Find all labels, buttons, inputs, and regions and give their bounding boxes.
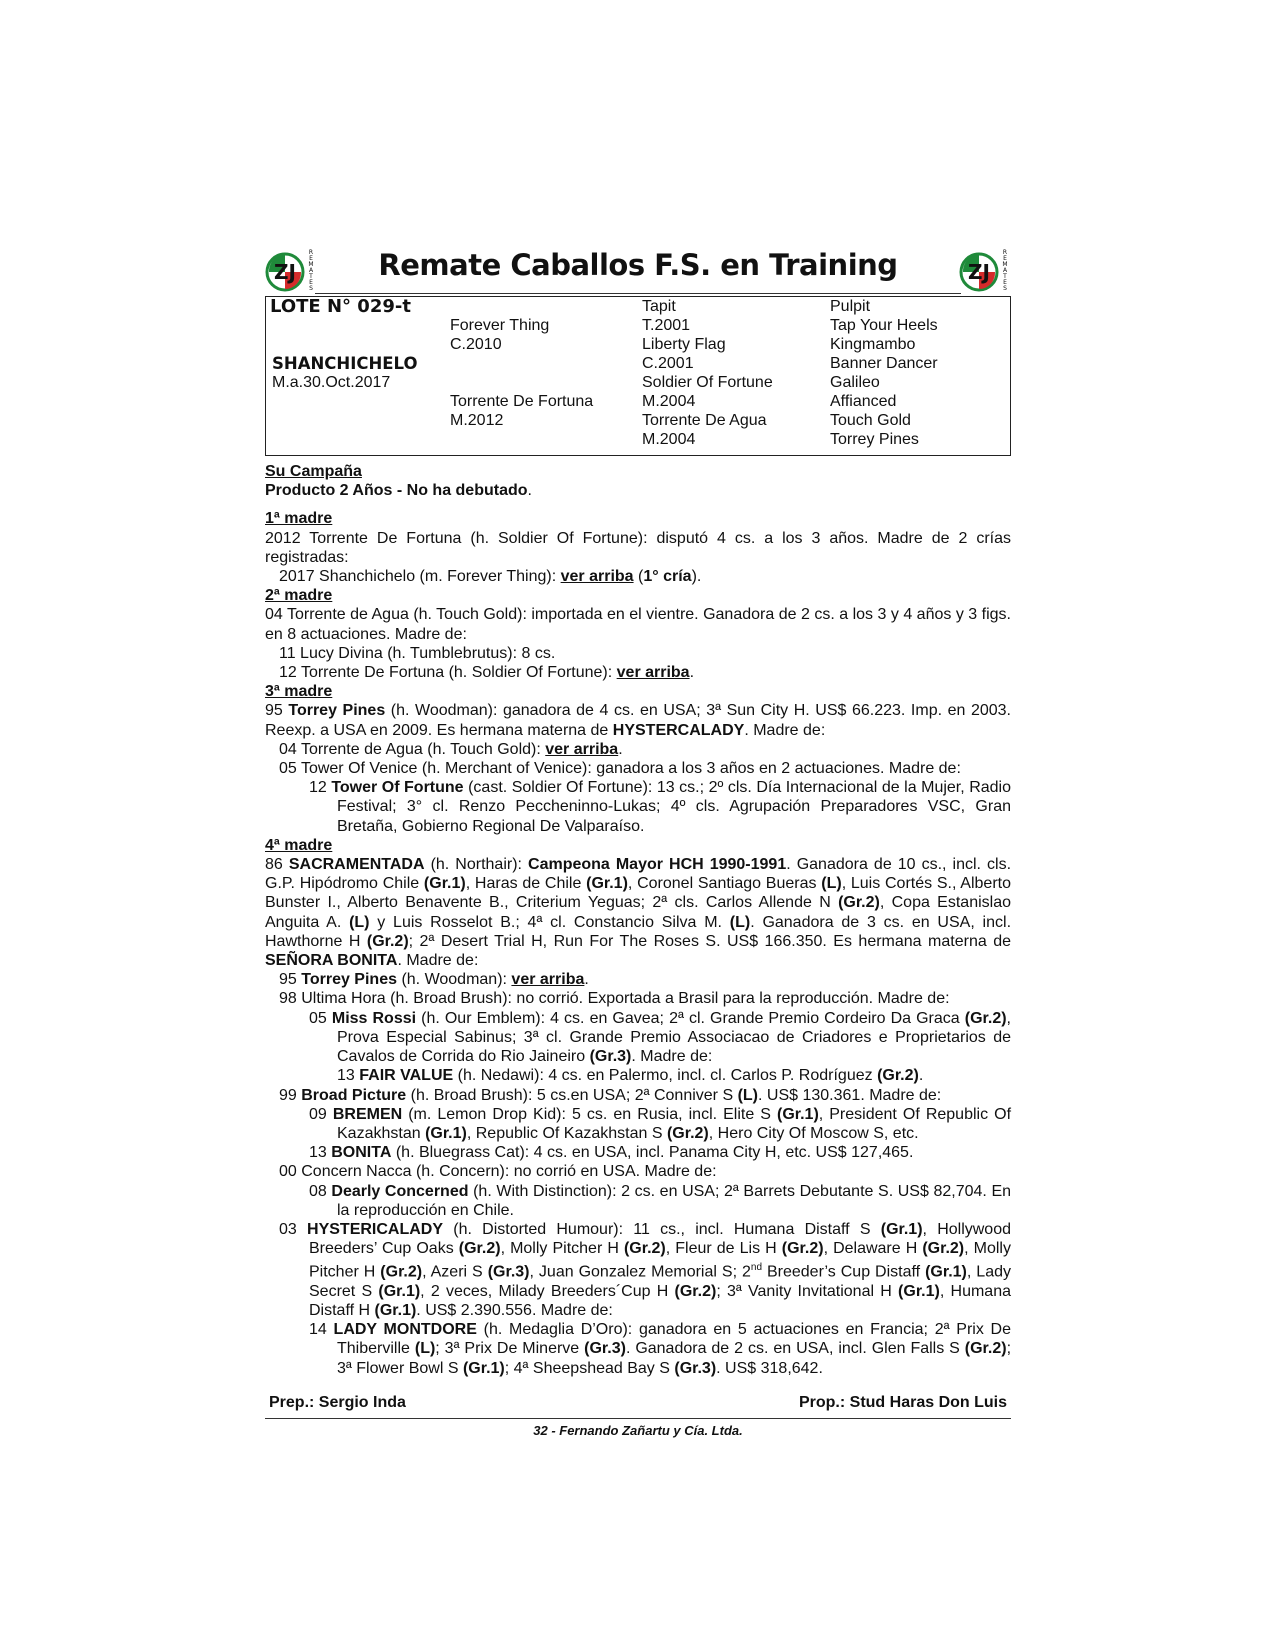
great-grandparent: Touch Gold [830, 412, 911, 429]
svg-text:A: A [1002, 267, 1008, 274]
svg-text:ZJ: ZJ [968, 260, 990, 284]
produce-line: 00 Concern Nacca (h. Concern): no corrió en USA. Madre de: [279, 1163, 717, 1181]
produce-line: 03 HYSTERICALADY (h. Distorted Humour): 11 cs., incl. Humana Distaff S (Gr.1), Hollywood Breeders’ Cup Oaks (Gr.2), Molly Pitcher H (Gr.2), Fleur de Lis H (Gr.2), Delaware H (Gr.2), Molly Pitcher H (Gr.2), Azeri S (Gr.3), Juan Gonzalez Memorial S; 2nd Breeder’s Cup Distaff (Gr.1), Lady Secret S (Gr.1), 2 veces, Milady Breeders´Cup H (Gr.2); 3ª Vanity Invitational H (Gr.1), Humana Distaff H (Gr.1). US$ 2.390.556. Madre de: [279, 1220, 1012, 1320]
section-heading: 2ª madre [265, 587, 333, 605]
footer-credits [265, 1394, 1011, 1412]
page-number: 32 - Fernando Zañartu y Cía. Ltda. [533, 1422, 743, 1438]
produce-line: 04 Torrente de Agua (h. Touch Gold): ver arriba. [279, 740, 623, 758]
svg-text:T: T [1003, 273, 1007, 280]
produce-line: 13 BONITA (h. Bluegrass Cat): 4 cs. en USA, incl. Panama City H, etc. US$ 127,465. [309, 1144, 914, 1162]
great-grandparent: Kingmambo [830, 336, 916, 353]
svg-text:E: E [309, 279, 313, 286]
footer-rule [265, 1418, 1011, 1419]
svg-text:S: S [309, 285, 313, 292]
grandsire-paternal: Tapit [642, 298, 676, 315]
lot-number: LOTE N° 029-t [270, 296, 411, 317]
produce-line: 05 Tower Of Venice (h. Merchant of Venice): ganadora a los 3 años en 2 actuaciones. Madre de: [279, 760, 961, 778]
dam-name: Torrente De Fortuna [450, 393, 594, 410]
grandsire-maternal-year: M.2004 [642, 393, 696, 410]
svg-text:S: S [1003, 285, 1007, 292]
svg-text:ZJ: ZJ [274, 260, 296, 284]
great-grandparent: Torrey Pines [830, 431, 919, 448]
trainer-label: Prep.: Sergio Inda [269, 1393, 406, 1411]
owner-label: Prop.: Stud Haras Don Luis [798, 1393, 1007, 1411]
granddam-paternal-year: C.2001 [642, 355, 694, 372]
granddam-maternal-year: M.2004 [642, 431, 696, 448]
dam-paragraph: 95 Torrey Pines (h. Woodman): ganadora de 4 cs. en USA; 3ª Sun City H. US$ 66.223. Imp. en 2003. Reexp. a USA en 2009. Es hermana materna de HYSTERCALADY. Madre de: [265, 702, 1011, 739]
page-header [265, 240, 1011, 296]
svg-text:R: R [308, 249, 314, 256]
sire-name: Forever Thing [450, 317, 550, 334]
zj-remates-logo-icon [265, 246, 317, 294]
svg-text:E: E [1003, 255, 1007, 262]
section-heading: 1ª madre [265, 510, 333, 528]
dam-paragraph: 86 SACRAMENTADA (h. Northair): Campeona Mayor HCH 1990-1991. Ganadora de 10 cs., incl. cls. G.P. Hipódromo Chile (Gr.1), Haras de Chile (Gr.1), Coronel Santiago Bueras (L), Luis Cortés S., Alberto Bunster I., Alberto Benavente B., Criterium Yeguas; 2ª cls. Carlos Allende N (Gr.2), Copa Estanislao Anguita A. (L) y Luis Rosselot B.; 4ª cl. Constancio Silva M. (L). Ganadora de 3 cs. en USA, incl. Hawthorne H (Gr.2); 2ª Desert Trial H, Run For The Roses S. US$ 166.350. Es hermana materna de SEÑORA BONITA. Madre de: [265, 856, 1012, 970]
produce-line: 2017 Shanchichelo (m. Forever Thing): ver arriba (1° cría). [279, 568, 702, 586]
header-rule [315, 293, 961, 294]
svg-text:M: M [1002, 261, 1008, 268]
page-title: Remate Caballos F.S. en Training [378, 248, 898, 282]
svg-text:E: E [1003, 279, 1007, 286]
produce-line: 14 LADY MONTDORE (h. Medaglia D’Oro): ganadora en 5 actuaciones en Francia; 2ª Prix De Thiberville (L); 3ª Prix De Minerve (Gr.3). Ganadora de 2 cs. en USA, incl. Glen Falls S (Gr.2); 3ª Flower Bowl S (Gr.1); 4ª Sheepshead Bay S (Gr.3). US$ 318,642. [309, 1321, 1012, 1377]
sire-year: C.2010 [450, 336, 502, 353]
produce-line: 99 Broad Picture (h. Broad Brush): 5 cs.en USA; 2ª Conniver S (L). US$ 130.361. Madre de: [279, 1086, 942, 1104]
dam-paragraph: 04 Torrente de Agua (h. Touch Gold): importada en el vientre. Ganadora de 2 cs. a los 3 y 4 años y 3 figs. en 8 actuaciones. Madre de: [265, 606, 1011, 643]
great-grandparent: Banner Dancer [830, 355, 938, 372]
produce-line: 11 Lucy Divina (h. Tumblebrutus): 8 cs. [279, 644, 556, 662]
campaign-line: Producto 2 Años - No ha debutado. [265, 482, 532, 500]
produce-line: 05 Miss Rossi (h. Our Emblem): 4 cs. en Gavea; 2ª cl. Grande Premio Cordeiro Da Graca (Gr.2), Prova Especial Sabinus; 3ª cl. Grande Premio Associacao de Criadores e Proprietarios de Cavalos de Corrida do Rio Jaineiro (Gr.3). Madre de: [309, 1009, 1011, 1066]
produce-line: 12 Torrente De Fortuna (h. Soldier Of Fortune): ver arriba. [279, 664, 695, 682]
grandsire-maternal: Soldier Of Fortune [642, 374, 773, 391]
svg-text:T: T [309, 273, 313, 280]
race-record [265, 462, 1011, 1378]
svg-text:R: R [1002, 249, 1008, 256]
produce-line: 13 FAIR VALUE (h. Nedawi): 4 cs. en Palermo, incl. cl. Carlos P. Rodríguez (Gr.2). [337, 1067, 924, 1085]
section-heading: 3ª madre [265, 683, 333, 701]
horse-name: SHANCHICHELO [272, 354, 418, 373]
produce-line: 98 Ultima Hora (h. Broad Brush): no corrió. Exportada a Brasil para la reproducción. Madre de: [279, 990, 950, 1008]
horse-info: M.a.30.Oct.2017 [272, 374, 391, 391]
produce-line: 09 BREMEN (m. Lemon Drop Kid): 5 cs. en Rusia, incl. Elite S (Gr.1), President Of Republic Of Kazakhstan (Gr.1), Republic Of Kazakhstan S (Gr.2), Hero City Of Moscow S, etc. [309, 1105, 1012, 1142]
svg-text:A: A [308, 267, 314, 274]
section-heading: 4ª madre [265, 836, 333, 854]
granddam-maternal: Torrente De Agua [642, 412, 767, 429]
produce-line: 08 Dearly Concerned (h. With Distinction): 2 cs. en USA; 2ª Barrets Debutante S. US$ 82,704. En la reproducción en Chile. [309, 1182, 1012, 1219]
section-heading: Su Campaña [265, 463, 362, 480]
grandsire-paternal-year: T.2001 [642, 317, 691, 334]
granddam-paternal: Liberty Flag [642, 336, 726, 353]
great-grandparent: Affianced [830, 393, 897, 410]
dam-year: M.2012 [450, 412, 504, 429]
dam-paragraph: 2012 Torrente De Fortuna (h. Soldier Of Fortune): disputó 4 cs. a los 3 años. Madre de 2 crías registradas: [265, 529, 1011, 566]
great-grandparent: Galileo [830, 374, 880, 391]
svg-text:E: E [309, 255, 313, 262]
pedigree-box [265, 296, 1011, 456]
produce-line: 95 Torrey Pines (h. Woodman): ver arriba. [279, 971, 589, 989]
zj-remates-logo-icon [959, 246, 1011, 294]
catalog-page [265, 240, 1011, 1438]
produce-line: 12 Tower Of Fortune (cast. Soldier Of Fortune): 13 cs.; 2º cls. Día Internacional de la Mujer, Radio Festival; 3° cl. Renzo Peccheninno-Lukas; 4º cls. Agrupación Preparadores VSC, Gran Bretaña, Gobierno Regional De Valparaíso. [309, 779, 1012, 835]
great-grandparent: Pulpit [830, 298, 871, 315]
great-grandparent: Tap Your Heels [830, 317, 938, 334]
svg-text:M: M [308, 261, 314, 268]
